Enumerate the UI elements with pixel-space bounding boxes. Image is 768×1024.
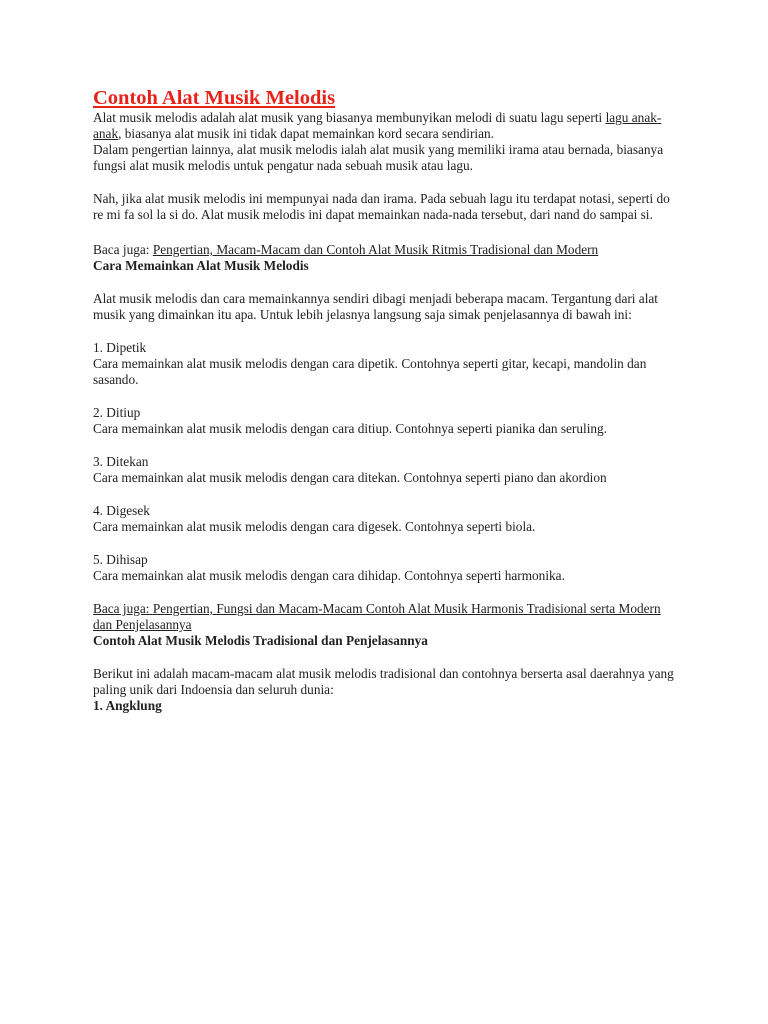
list-item <box>93 454 683 486</box>
angklung-heading: 1. Angklung <box>93 698 162 713</box>
lagu-anak-anak-link[interactable]: lagu anak-anak <box>93 110 662 141</box>
list-item-label: 3. Ditekan <box>93 454 149 469</box>
list-item-text: Cara memainkan alat musik melodis dengan cara dipetik. Contohnya seperti gitar, kecapi, mandolin dan sasando. <box>93 356 647 387</box>
method-list <box>93 340 683 584</box>
section-intro-cara: Alat musik melodis dan cara memainkannya sendiri dibagi menjadi beberapa macam. Tergantung dari alat musik yang dimainkan itu apa. Untuk lebih jelasnya langsung saja simak penjelasannya di bawah ini: <box>93 291 658 322</box>
list-item <box>93 503 683 535</box>
list-item-label: 5. Dihisap <box>93 552 148 567</box>
intro-text: Alat musik melodis adalah alat musik yang biasanya membunyikan melodi di suatu lagu seperti <box>93 110 606 125</box>
baca-juga-label: Baca juga: <box>93 242 153 257</box>
article-title: Contoh Alat Musik Melodis <box>93 87 336 109</box>
list-item-label: 4. Digesek <box>93 503 150 518</box>
intro-definition: Dalam pengertian lainnya, alat musik melodis ialah alat musik yang memiliki irama atau bernada, biasanya fungsi alat musik melodis untuk pengatur nada sebuah musik atau lagu. <box>93 142 664 173</box>
baca-juga-1 <box>93 242 683 258</box>
list-item <box>93 552 683 584</box>
baca-juga-label-link[interactable]: Baca juga: <box>93 601 153 616</box>
list-item-text: Cara memainkan alat musik melodis dengan cara ditiup. Contohnya seperti pianika dan seruling. <box>93 421 608 436</box>
list-item-label: 1. Dipetik <box>93 340 147 355</box>
intro-paragraph <box>93 110 683 174</box>
harmonis-article-link[interactable]: Pengertian, Fungsi dan Macam-Macam Contoh Alat Musik Harmonis Tradisional serta Modern dan Penjelasannya <box>93 601 661 632</box>
list-item-text: Cara memainkan alat musik melodis dengan cara ditekan. Contohnya seperti piano dan akordion <box>93 470 607 485</box>
list-item <box>93 405 683 437</box>
ritmis-article-link[interactable]: Pengertian, Macam-Macam dan Contoh Alat Musik Ritmis Tradisional dan Modern <box>152 242 599 257</box>
article-body <box>93 86 683 714</box>
list-item-text: Cara memainkan alat musik melodis dengan cara dihidap. Contohnya seperti harmonika. <box>93 568 565 583</box>
section-heading-cara: Cara Memainkan Alat Musik Melodis <box>93 258 309 273</box>
list-item <box>93 340 683 388</box>
intro-text-after: , biasanya alat musik ini tidak dapat memainkan kord secara sendirian. <box>118 126 494 141</box>
list-item-text: Cara memainkan alat musik melodis dengan cara digesek. Contohnya seperti biola. <box>93 519 536 534</box>
section-heading-tradisional: Contoh Alat Musik Melodis Tradisional dan Penjelasannya <box>93 633 428 648</box>
section-intro-tradisional: Berikut ini adalah macam-macam alat musik melodis tradisional dan contohnya berserta asal daerahnya yang paling unik dari Indoensia dan seluruh dunia: <box>93 666 674 697</box>
notation-paragraph: Nah, jika alat musik melodis ini mempunyai nada dan irama. Pada sebuah lagu itu terdapat notasi, seperti do re mi fa sol la si do. Alat musik melodis ini dapat memainkan nada-nada tersebut, dari nand do sampai si. <box>93 191 670 222</box>
list-item-label: 2. Ditiup <box>93 405 141 420</box>
baca-juga-2[interactable] <box>93 601 683 633</box>
